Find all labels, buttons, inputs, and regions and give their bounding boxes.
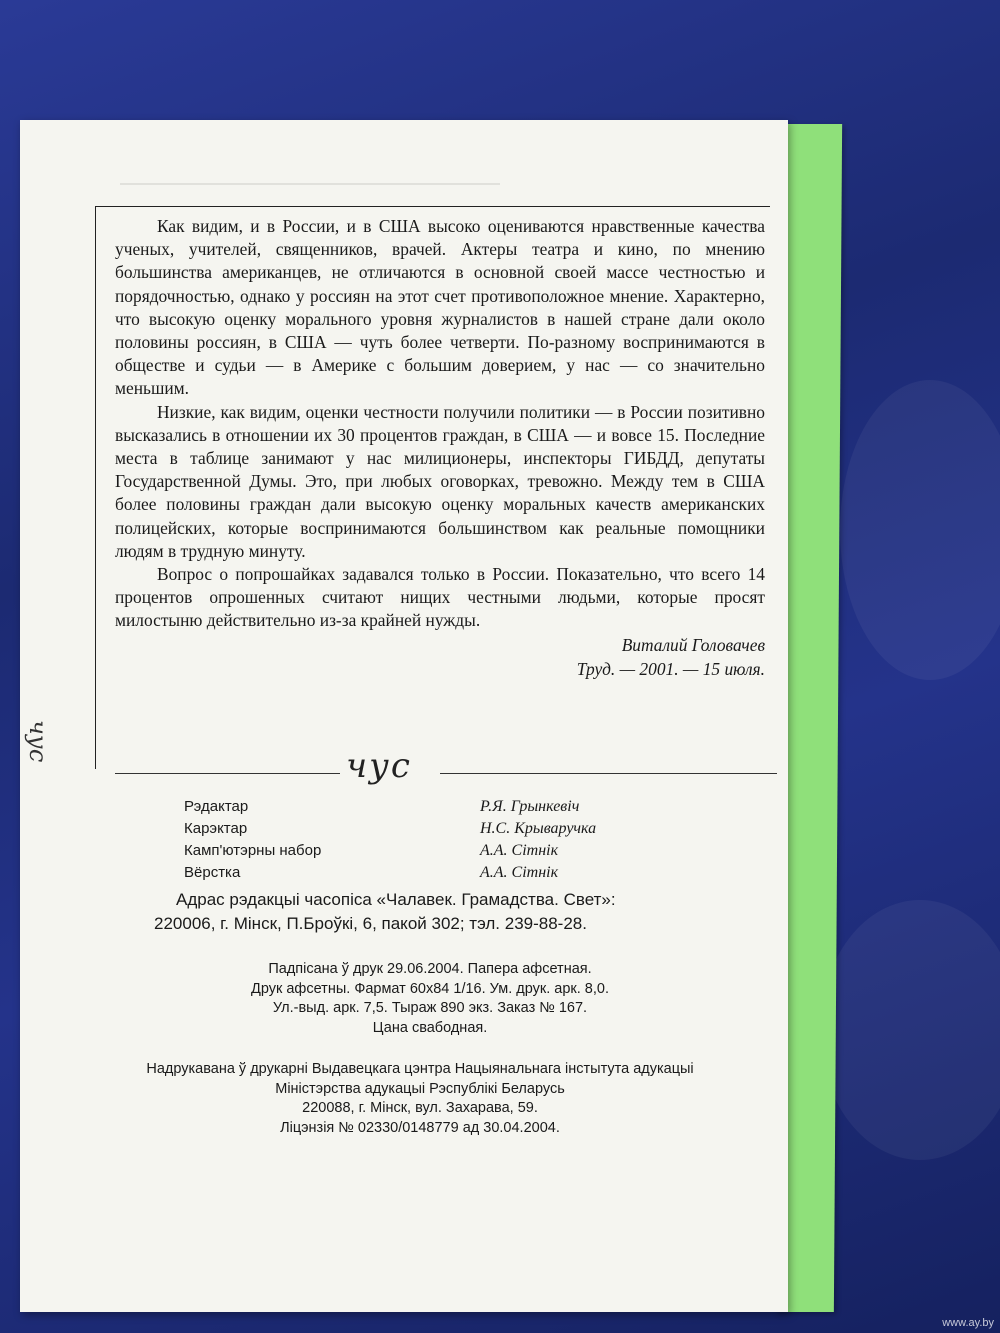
printer-line: Ліцэнзія № 02330/0148779 ад 30.04.2004.: [280, 1119, 560, 1136]
article-text: [115, 215, 765, 681]
printer-info: [70, 1060, 770, 1138]
print-info-line: Цана свабодная.: [372, 1019, 488, 1036]
print-info: [170, 960, 690, 1038]
credits-roles: [184, 796, 321, 884]
printer-line: 220088, г. Мінск, вул. Захарава, 59.: [302, 1100, 538, 1116]
credit-name: А.А. Сітнік: [480, 864, 559, 881]
address-line: Адрас рэдакцыі часопіса «Чалавек. Грамадства. Свет»:: [176, 890, 616, 909]
print-info-line: Падпісана ў друк 29.06.2004. Папера афсетная.: [268, 961, 592, 977]
separator-rule-right: [440, 773, 777, 774]
handwritten-center-note: чус: [346, 746, 412, 786]
printer-line: Надрукавана ў друкарні Выдавецкага цэнтра Нацыянальнага інстытута адукацыі: [146, 1061, 694, 1077]
print-info-line: Ул.-выд. арк. 7,5. Тыраж 890 экз. Заказ № 167.: [272, 1000, 588, 1016]
address-line: 220006, г. Мінск, П.Броўкі, 6, пакой 302; тэл. 239-88-28.: [154, 914, 587, 933]
credit-role: Карэктар: [184, 820, 248, 837]
article-author: Виталий Головачев: [621, 634, 765, 655]
show-through-line: [120, 183, 500, 185]
print-info-line: Друк афсетны. Фармат 60x84 1/16. Ум. друк. арк. 8,0.: [251, 980, 609, 997]
book-page: [20, 120, 788, 1312]
article-paragraph: Вопрос о попрошайках задавался только в России. Показательно, что всего 14 процентов опрошенных считают нищих честными людьми, которые просят милостыню действительно из-за крайней нужды.: [115, 564, 765, 631]
article-paragraph: Низкие, как видим, оценки честности получили политики — в России позитивно высказались в отношении их 30 процентов граждан, в США — и вовсе 15. Последние места в таблице занимают у нас милиционеры, инспекторы ГИБДД, депутаты Государственной Думы. Это, при любых оговорках, тревожно. Между тем в США более половины граждан дали высокую оценку моральных качеств американских полицейских, которые воспринимаются большинством как реальные помощники людям в трудную минуту.: [115, 401, 765, 561]
credit-name: Н.С. Крываручка: [480, 820, 597, 837]
separator-rule-left: [115, 773, 340, 774]
site-watermark: www.ay.by: [942, 1317, 994, 1329]
credit-role: Камп'ютэрны набор: [184, 842, 322, 859]
article-source: Труд. — 2001. — 15 июля.: [576, 658, 765, 679]
credit-role: Рэдактар: [184, 798, 249, 815]
editorial-address: [154, 888, 754, 936]
article-paragraph: Как видим, и в России, и в США высоко оцениваются нравственные качества ученых, учителей, священников, врачей. Актеры театра и кино, по мнению большинства американцев, не отличаются в основной своей массе честностью и порядочностью, однако у россиян на этот счет противоположное мнение. Характерно, что высокую оценку морального уровня журналистов в нашей стране дали около половины россиян, в США — чуть более четверти. По-разному воспринимаются в обществе и судьи — в Америке с большим доверием, у нас — со значительно меньшим.: [115, 216, 765, 399]
credit-name: А.А. Сітнік: [480, 842, 559, 859]
credit-name: Р.Я. Грынкевіч: [480, 798, 580, 815]
credits-names: [480, 796, 596, 884]
credit-role: Вёрстка: [184, 864, 241, 881]
article-frame-left: [95, 206, 96, 769]
handwritten-margin-note: чус: [24, 720, 52, 763]
article-frame-top: [95, 206, 770, 207]
printer-line: Міністэрства адукацыі Рэспублікі Беларусь: [275, 1080, 565, 1097]
